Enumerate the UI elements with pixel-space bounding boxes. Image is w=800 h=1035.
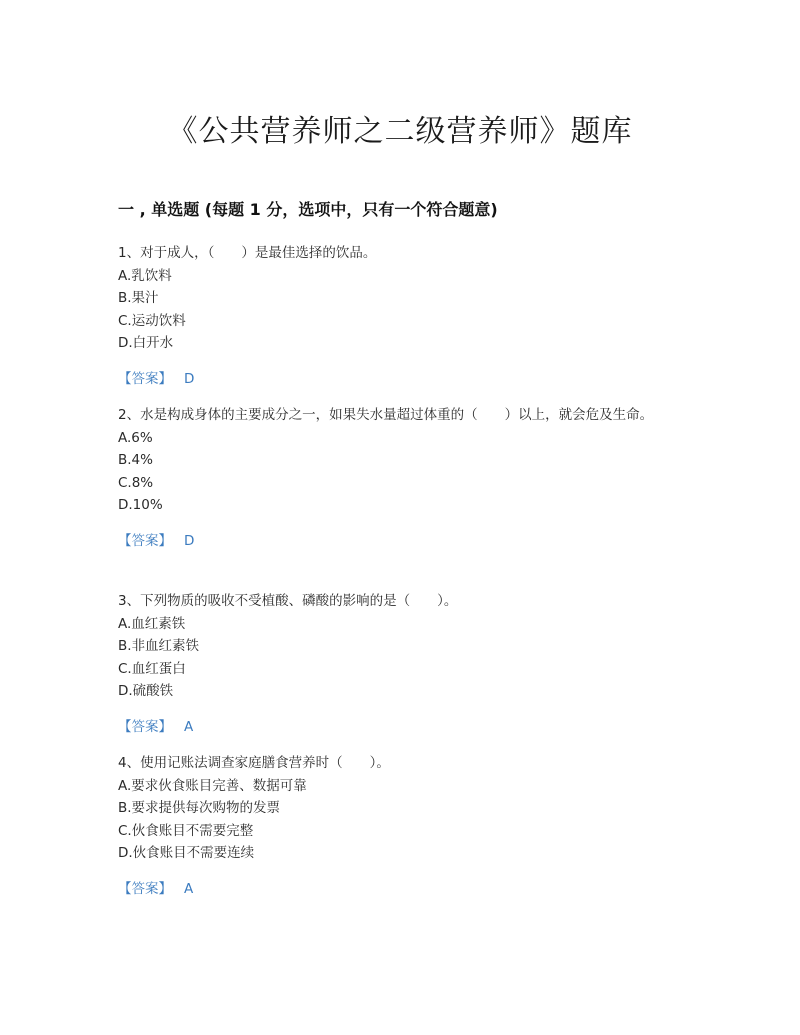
answer-value: A: [184, 718, 194, 735]
answer-label: 【答案】: [118, 370, 172, 387]
question-1: [118, 242, 688, 390]
option-b: B.要求提供每次购物的发票: [118, 800, 281, 816]
option-c: C.运动饮料: [118, 312, 186, 329]
section-heading: 一 , 单选题 (每题 1 分，选项中，只有一个符合题意): [118, 200, 498, 219]
answer-line: [118, 716, 688, 739]
answer-label: 【答案】: [118, 880, 172, 897]
question-4: [118, 752, 688, 900]
option-c: C.血红蛋白: [118, 660, 186, 677]
option-c: C.伙食账目不需要完整: [118, 822, 254, 839]
option-a: A.要求伙食账目完善、数据可靠: [118, 777, 307, 794]
answer-value: A: [184, 880, 194, 897]
answer-line: [118, 878, 688, 901]
answer-label: 【答案】: [118, 532, 172, 549]
question-stem: 1、对于成人，（ ）是最佳选择的饮品。: [118, 245, 377, 261]
option-b: B.非血红素铁: [118, 638, 200, 654]
question-stem: 2、水是构成身体的主要成分之一，如果失水量超过体重的（ ）以上，就会危及生命。: [118, 407, 654, 423]
option-d: D.白开水: [118, 335, 174, 351]
answer-line: [118, 368, 688, 391]
question-3: [118, 590, 688, 738]
answer-value: D: [184, 532, 195, 549]
option-d: D.10%: [118, 497, 163, 513]
option-a: A.血红素铁: [118, 615, 186, 632]
question-stem: 4、使用记账法调查家庭膳食营养时（ ）。: [118, 755, 390, 771]
option-a: A.乳饮料: [118, 267, 172, 284]
document-title: 《公共营养师之二级营养师》题库: [167, 114, 633, 149]
option-b: B.4%: [118, 452, 153, 468]
answer-label: 【答案】: [118, 718, 172, 735]
option-c: C.8%: [118, 474, 154, 491]
option-a: A.6%: [118, 429, 153, 446]
answer-value: D: [184, 370, 195, 387]
option-d: D.硫酸铁: [118, 683, 174, 699]
answer-line: [118, 530, 688, 553]
question-2: [118, 404, 688, 552]
option-d: D.伙食账目不需要连续: [118, 845, 255, 861]
question-stem: 3、下列物质的吸收不受植酸、磷酸的影响的是（ ）。: [118, 593, 458, 609]
option-b: B.果汁: [118, 290, 159, 306]
